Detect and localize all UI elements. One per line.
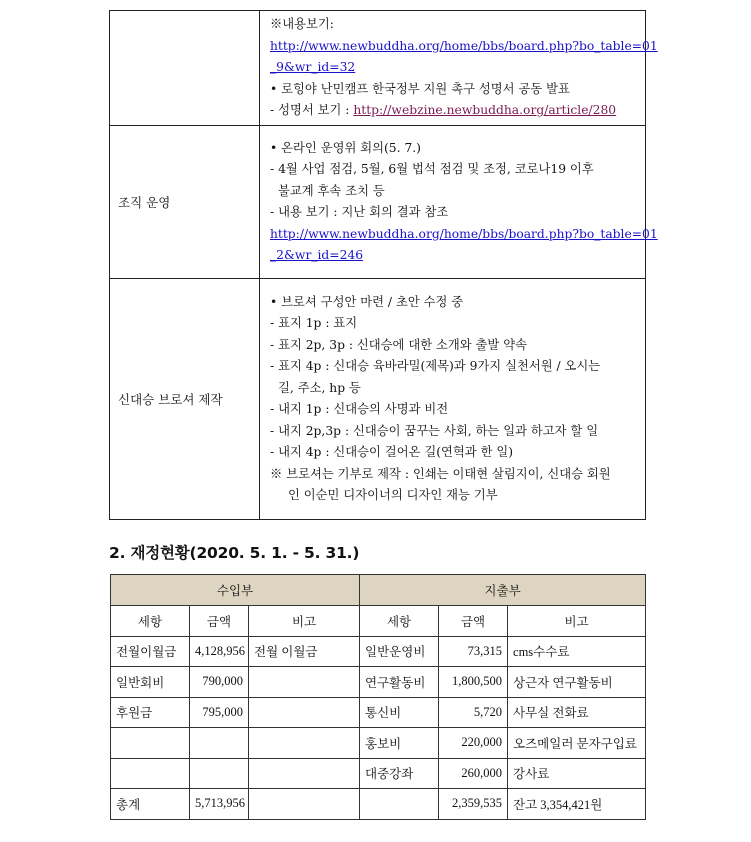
activity-row	[110, 126, 646, 279]
income-note	[249, 667, 360, 698]
activity-line: 길, 주소, hp 등	[278, 380, 361, 395]
activity-line: - 표지 1p : 표지	[270, 316, 358, 330]
finance-row	[111, 697, 646, 728]
income-amount: 795,000	[190, 697, 249, 728]
expense-total-amount: 2,359,535	[439, 789, 508, 820]
expense-col-amount: 금액	[439, 606, 508, 637]
expense-item	[360, 789, 439, 820]
income-amount	[190, 728, 249, 759]
income-amount	[190, 758, 249, 789]
finance-section-title: 2. 재정현황(2020. 5. 1. - 5. 31.)	[109, 544, 360, 562]
expense-amount: 1,800,500	[439, 667, 508, 698]
expense-item: 대중강좌	[360, 758, 439, 789]
activity-body	[260, 126, 658, 279]
expense-item: 일반운영비	[360, 636, 439, 667]
income-item	[111, 758, 190, 789]
expense-item: 홍보비	[360, 728, 439, 759]
activity-line: • 온라인 운영위 회의(5. 7.)	[270, 140, 421, 155]
activity-line: ※내용보기:	[270, 17, 334, 32]
activity-line: 불교계 후속 조치 등	[278, 183, 385, 198]
expense-amount: 5,720	[439, 697, 508, 728]
balance-note: 잔고 3,354,421원	[508, 789, 646, 820]
income-note	[249, 789, 360, 820]
expense-note: 사무실 전화료	[508, 697, 646, 728]
statement-label: - 성명서 보기 :	[270, 103, 354, 118]
expense-note: 상근자 연구활동비	[508, 667, 646, 698]
finance-row	[111, 636, 646, 667]
expense-col-item: 세항	[360, 606, 439, 637]
income-amount: 4,128,956	[190, 636, 249, 667]
board-link-cont[interactable]: _9&wr_id=32	[270, 60, 356, 75]
finance-table	[110, 574, 646, 820]
income-item: 후원금	[111, 697, 190, 728]
activity-row	[110, 279, 646, 520]
activity-line: - 내지 1p : 신대승의 사명과 비전	[270, 402, 449, 416]
finance-row	[111, 667, 646, 698]
income-item: 일반회비	[111, 667, 190, 698]
income-total-amount: 5,713,956	[190, 789, 249, 820]
activity-line: - 표지 2p, 3p : 신대승에 대한 소개와 출발 약속	[270, 337, 527, 352]
activity-line: 인 이순민 디자이너의 디자인 재능 기부	[288, 488, 498, 502]
income-note	[249, 728, 360, 759]
income-note	[249, 758, 360, 789]
activity-line	[270, 100, 639, 122]
expense-col-note: 비고	[508, 606, 646, 637]
activity-row	[110, 11, 646, 126]
expense-amount: 73,315	[439, 636, 508, 667]
income-total-label: 총계	[111, 789, 190, 820]
board-link[interactable]: http://www.newbuddha.org/home/bbs/board.php?bo_table=01	[270, 38, 658, 53]
expense-note: 강사료	[508, 758, 646, 789]
activity-line: - 내용 보기 : 지난 회의 결과 참조	[270, 205, 449, 219]
expense-header: 지출부	[360, 575, 646, 606]
income-header: 수입부	[111, 575, 360, 606]
finance-row	[111, 758, 646, 789]
board-link[interactable]: http://www.newbuddha.org/home/bbs/board.php?bo_table=01	[270, 226, 658, 241]
activity-line: - 내지 2p,3p : 신대승이 꿈꾸는 사회, 하는 일과 하고자 할 일	[270, 423, 599, 438]
activity-table	[109, 10, 658, 520]
activity-category: 신대승 브로셔 제작	[110, 279, 260, 520]
activity-body	[260, 279, 646, 520]
expense-amount: 220,000	[439, 728, 508, 759]
income-item	[111, 728, 190, 759]
finance-row	[111, 728, 646, 759]
expense-note: cms수수료	[508, 636, 646, 667]
activity-line: - 표지 4p : 신대승 육바라밀(제목)과 9가지 실천서원 / 오시는	[270, 359, 601, 373]
income-col-note: 비고	[249, 606, 360, 637]
statement-link[interactable]: http://webzine.newbuddha.org/article/280	[353, 103, 617, 118]
activity-category	[110, 11, 260, 126]
board-link-cont[interactable]: _2&wr_id=246	[270, 248, 364, 262]
income-note: 전월 이월금	[249, 636, 360, 667]
expense-note: 오즈메일러 문자구입료	[508, 728, 646, 759]
activity-line: - 내지 4p : 신대승이 걸어온 길(연혁과 한 일)	[270, 445, 514, 459]
income-col-item: 세항	[111, 606, 190, 637]
activity-line: • 브로셔 구성안 마련 / 초안 수정 중	[270, 294, 464, 309]
income-item: 전월이월금	[111, 636, 190, 667]
activity-line: - 4월 사업 점검, 5월, 6월 법석 점검 및 조정, 코로나19 이후	[270, 162, 594, 176]
activity-line: ※ 브로셔는 기부로 제작 : 인쇄는 이태현 살림지이, 신대승 회원	[270, 466, 611, 481]
expense-amount: 260,000	[439, 758, 508, 789]
expense-item: 연구활동비	[360, 667, 439, 698]
income-amount: 790,000	[190, 667, 249, 698]
income-col-amount: 금액	[190, 606, 249, 637]
activity-line: • 로힝야 난민캠프 한국정부 지원 촉구 성명서 공동 발표	[270, 81, 570, 96]
finance-total-row	[111, 789, 646, 820]
finance-header-row	[111, 575, 646, 606]
expense-item: 통신비	[360, 697, 439, 728]
finance-column-row	[111, 606, 646, 637]
activity-body	[260, 11, 658, 126]
activity-category: 조직 운영	[110, 126, 260, 279]
income-note	[249, 697, 360, 728]
